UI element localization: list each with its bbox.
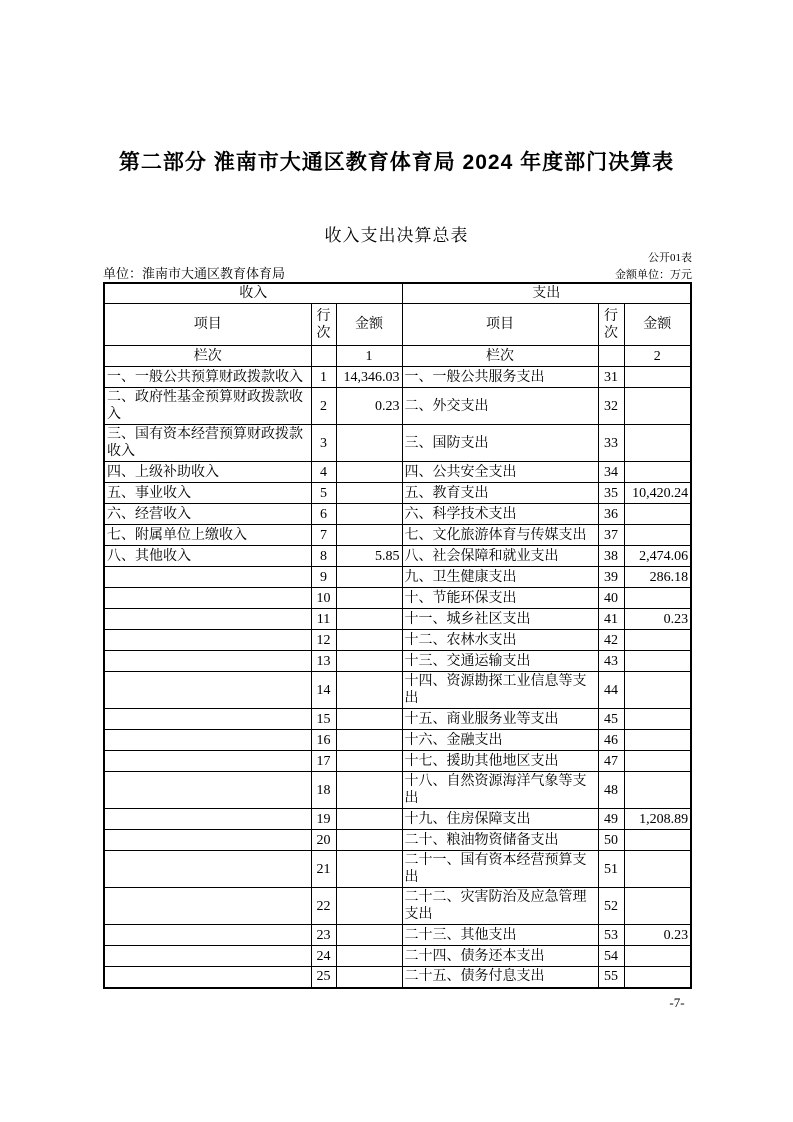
income-rowno-cell: 20 <box>311 830 336 851</box>
expense-item-cell: 七、文化旅游体育与传媒支出 <box>402 525 598 546</box>
income-item-cell: 八、其他收入 <box>104 546 311 567</box>
income-amount-cell <box>336 504 402 525</box>
expense-amount-cell: 2,474.06 <box>624 546 691 567</box>
expense-item-cell: 十三、交通运输支出 <box>402 651 598 672</box>
income-item-cell <box>104 925 311 946</box>
income-amount-cell <box>336 651 402 672</box>
income-item-cell: 七、附属单位上缴收入 <box>104 525 311 546</box>
income-item-cell: 一、一般公共预算财政拨款收入 <box>104 367 311 388</box>
table-row <box>104 651 691 672</box>
expense-amount-cell: 10,420.24 <box>624 483 691 504</box>
income-amount-cell <box>336 730 402 751</box>
expense-rowno-cell: 34 <box>598 462 624 483</box>
amount-unit-label: 金额单位：万元 <box>615 269 692 281</box>
income-amount-cell <box>336 925 402 946</box>
income-amount-cell <box>336 709 402 730</box>
income-item-cell <box>104 772 311 809</box>
income-amount-cell <box>336 809 402 830</box>
expense-item-cell: 六、科学技术支出 <box>402 504 598 525</box>
section-header-row <box>104 283 691 304</box>
income-amount-cell: 0.23 <box>336 388 402 425</box>
income-amount-cell <box>336 462 402 483</box>
table-head <box>104 283 691 367</box>
expense-amount-cell <box>624 888 691 925</box>
expense-amount-cell <box>624 751 691 772</box>
expense-rowno-cell: 38 <box>598 546 624 567</box>
expense-item-cell: 十九、住房保障支出 <box>402 809 598 830</box>
expense-amount-cell <box>624 425 691 462</box>
expense-rowno-cell: 48 <box>598 772 624 809</box>
income-rowno-cell: 25 <box>311 967 336 988</box>
income-amount-header: 金额 <box>336 304 402 346</box>
income-rowno-cell: 11 <box>311 609 336 630</box>
income-rowno-cell: 16 <box>311 730 336 751</box>
expense-lanci-cell: 栏次 <box>402 346 598 367</box>
income-item-cell <box>104 730 311 751</box>
income-rowno-cell: 23 <box>311 925 336 946</box>
income-rowno-cell: 12 <box>311 630 336 651</box>
table-row <box>104 588 691 609</box>
expense-lanci-empty-cell <box>598 346 624 367</box>
expense-rowno-cell: 31 <box>598 367 624 388</box>
income-item-cell: 四、上级补助收入 <box>104 462 311 483</box>
table-row <box>104 925 691 946</box>
table-row <box>104 546 691 567</box>
expense-amount-cell <box>624 651 691 672</box>
expense-item-cell: 十二、农林水支出 <box>402 630 598 651</box>
income-rowno-cell: 5 <box>311 483 336 504</box>
table-row <box>104 425 691 462</box>
expense-item-cell: 二十一、国有资本经营预算支出 <box>402 851 598 888</box>
table-row <box>104 483 691 504</box>
table-row <box>104 888 691 925</box>
income-item-cell: 三、国有资本经营预算财政拨款收入 <box>104 425 311 462</box>
table-row <box>104 630 691 651</box>
lanci-row <box>104 346 691 367</box>
income-column-no-cell: 1 <box>336 346 402 367</box>
income-item-cell <box>104 851 311 888</box>
expense-item-cell: 二十三、其他支出 <box>402 925 598 946</box>
income-item-cell <box>104 709 311 730</box>
expense-item-cell: 二十、粮油物资储备支出 <box>402 830 598 851</box>
expense-rowno-cell: 32 <box>598 388 624 425</box>
expense-item-cell: 十、节能环保支出 <box>402 588 598 609</box>
income-rowno-cell: 3 <box>311 425 336 462</box>
income-rowno-cell: 14 <box>311 672 336 709</box>
expense-amount-cell <box>624 367 691 388</box>
unit-label: 单位：淮南市大通区教育体育局 <box>103 266 286 281</box>
expense-rowno-cell: 37 <box>598 525 624 546</box>
income-item-cell <box>104 609 311 630</box>
income-rowno-cell: 6 <box>311 504 336 525</box>
income-amount-cell <box>336 425 402 462</box>
table-row <box>104 609 691 630</box>
expense-rowno-cell: 46 <box>598 730 624 751</box>
income-amount-cell <box>336 851 402 888</box>
income-rowno-cell: 13 <box>311 651 336 672</box>
income-amount-cell <box>336 772 402 809</box>
income-rowno-cell: 10 <box>311 588 336 609</box>
income-rowno-cell: 9 <box>311 567 336 588</box>
income-item-header: 项目 <box>104 304 311 346</box>
income-amount-cell <box>336 672 402 709</box>
expense-item-cell: 二、外交支出 <box>402 388 598 425</box>
income-amount-cell <box>336 525 402 546</box>
income-section-header: 收入 <box>104 283 402 304</box>
table-row <box>104 730 691 751</box>
expense-rowno-cell: 35 <box>598 483 624 504</box>
page-number: -7- <box>669 995 685 1010</box>
expense-item-cell: 十八、自然资源海洋气象等支出 <box>402 772 598 809</box>
expense-rowno-cell: 43 <box>598 651 624 672</box>
expense-rowno-cell: 44 <box>598 672 624 709</box>
income-item-cell <box>104 567 311 588</box>
expense-item-cell: 二十四、债务还本支出 <box>402 946 598 967</box>
expense-rowno-cell: 36 <box>598 504 624 525</box>
income-item-cell <box>104 672 311 709</box>
income-amount-cell <box>336 588 402 609</box>
expense-amount-cell <box>624 588 691 609</box>
expense-rowno-cell: 50 <box>598 830 624 851</box>
income-item-cell <box>104 946 311 967</box>
income-amount-cell <box>336 567 402 588</box>
expense-amount-cell <box>624 830 691 851</box>
income-amount-cell <box>336 888 402 925</box>
expense-item-cell: 十七、援助其他地区支出 <box>402 751 598 772</box>
table-row <box>104 567 691 588</box>
summary-table <box>103 282 692 989</box>
income-rowno-cell: 8 <box>311 546 336 567</box>
document-title: 第二部分 淮南市大通区教育体育局 2024 年度部门决算表 <box>118 151 675 174</box>
income-item-cell: 五、事业收入 <box>104 483 311 504</box>
income-rowno-cell: 4 <box>311 462 336 483</box>
expense-item-cell: 八、社会保障和就业支出 <box>402 546 598 567</box>
expense-rowno-header: 行次 <box>598 304 624 346</box>
expense-rowno-cell: 33 <box>598 425 624 462</box>
income-amount-cell <box>336 630 402 651</box>
table-row <box>104 946 691 967</box>
income-amount-cell <box>336 946 402 967</box>
expense-item-cell: 三、国防支出 <box>402 425 598 462</box>
table-row <box>104 851 691 888</box>
expense-amount-header: 金额 <box>624 304 691 346</box>
table-row <box>104 672 691 709</box>
column-header-row <box>104 304 691 346</box>
table-row <box>104 751 691 772</box>
expense-amount-cell <box>624 730 691 751</box>
expense-item-header: 项目 <box>402 304 598 346</box>
income-rowno-header: 行次 <box>311 304 336 346</box>
expense-rowno-cell: 55 <box>598 967 624 988</box>
expense-rowno-cell: 42 <box>598 630 624 651</box>
expense-rowno-cell: 41 <box>598 609 624 630</box>
expense-amount-cell <box>624 388 691 425</box>
expense-amount-cell <box>624 946 691 967</box>
income-amount-cell <box>336 751 402 772</box>
expense-amount-cell <box>624 772 691 809</box>
income-rowno-cell: 1 <box>311 367 336 388</box>
income-item-cell <box>104 967 311 988</box>
income-item-cell: 二、政府性基金预算财政拨款收入 <box>104 388 311 425</box>
income-item-cell <box>104 751 311 772</box>
expense-amount-cell <box>624 672 691 709</box>
expense-rowno-cell: 54 <box>598 946 624 967</box>
expense-amount-cell: 0.23 <box>624 609 691 630</box>
income-amount-cell <box>336 609 402 630</box>
expense-item-cell: 十一、城乡社区支出 <box>402 609 598 630</box>
income-rowno-cell: 7 <box>311 525 336 546</box>
expense-rowno-cell: 53 <box>598 925 624 946</box>
expense-item-cell: 十四、资源勘探工业信息等支出 <box>402 672 598 709</box>
expense-amount-cell <box>624 967 691 988</box>
income-rowno-cell: 2 <box>311 388 336 425</box>
expense-item-cell: 五、教育支出 <box>402 483 598 504</box>
income-rowno-cell: 21 <box>311 851 336 888</box>
income-rowno-cell: 24 <box>311 946 336 967</box>
expense-amount-cell <box>624 525 691 546</box>
expense-amount-cell <box>624 851 691 888</box>
meta-row <box>103 263 692 282</box>
income-item-cell <box>104 809 311 830</box>
expense-item-cell: 十六、金融支出 <box>402 730 598 751</box>
expense-amount-cell <box>624 504 691 525</box>
expense-amount-cell <box>624 462 691 483</box>
income-amount-cell: 5.85 <box>336 546 402 567</box>
income-rowno-cell: 22 <box>311 888 336 925</box>
expense-item-cell: 一、一般公共服务支出 <box>402 367 598 388</box>
expense-rowno-cell: 49 <box>598 809 624 830</box>
income-rowno-cell: 15 <box>311 709 336 730</box>
expense-column-no-cell: 2 <box>624 346 691 367</box>
table-body <box>104 367 691 988</box>
income-amount-cell <box>336 483 402 504</box>
income-item-cell: 六、经营收入 <box>104 504 311 525</box>
income-amount-cell <box>336 830 402 851</box>
table-row <box>104 709 691 730</box>
table-title: 收入支出决算总表 <box>324 226 469 245</box>
income-item-cell <box>104 630 311 651</box>
income-item-cell <box>104 830 311 851</box>
expense-section-header: 支出 <box>402 283 691 304</box>
expense-item-cell: 二十五、债务付息支出 <box>402 967 598 988</box>
expense-rowno-cell: 47 <box>598 751 624 772</box>
income-amount-cell: 14,346.03 <box>336 367 402 388</box>
income-item-cell <box>104 588 311 609</box>
expense-rowno-cell: 51 <box>598 851 624 888</box>
table-row <box>104 525 691 546</box>
income-rowno-cell: 17 <box>311 751 336 772</box>
expense-amount-cell <box>624 630 691 651</box>
income-rowno-cell: 19 <box>311 809 336 830</box>
expense-rowno-cell: 52 <box>598 888 624 925</box>
table-row <box>104 967 691 988</box>
income-item-cell <box>104 888 311 925</box>
expense-item-cell: 十五、商业服务业等支出 <box>402 709 598 730</box>
expense-rowno-cell: 39 <box>598 567 624 588</box>
expense-amount-cell: 1,208.89 <box>624 809 691 830</box>
table-row <box>104 367 691 388</box>
expense-amount-cell: 0.23 <box>624 925 691 946</box>
expense-item-cell: 九、卫生健康支出 <box>402 567 598 588</box>
table-row <box>104 388 691 425</box>
income-amount-cell <box>336 967 402 988</box>
income-lanci-empty-cell <box>311 346 336 367</box>
table-row <box>104 809 691 830</box>
table-code: 公开01表 <box>648 252 692 264</box>
table-row <box>104 772 691 809</box>
expense-rowno-cell: 45 <box>598 709 624 730</box>
expense-amount-cell <box>624 709 691 730</box>
income-item-cell <box>104 651 311 672</box>
table-row <box>104 504 691 525</box>
table-row <box>104 462 691 483</box>
table-row <box>104 830 691 851</box>
income-lanci-cell: 栏次 <box>104 346 311 367</box>
income-rowno-cell: 18 <box>311 772 336 809</box>
expense-rowno-cell: 40 <box>598 588 624 609</box>
expense-item-cell: 四、公共安全支出 <box>402 462 598 483</box>
expense-amount-cell: 286.18 <box>624 567 691 588</box>
expense-item-cell: 二十二、灾害防治及应急管理支出 <box>402 888 598 925</box>
